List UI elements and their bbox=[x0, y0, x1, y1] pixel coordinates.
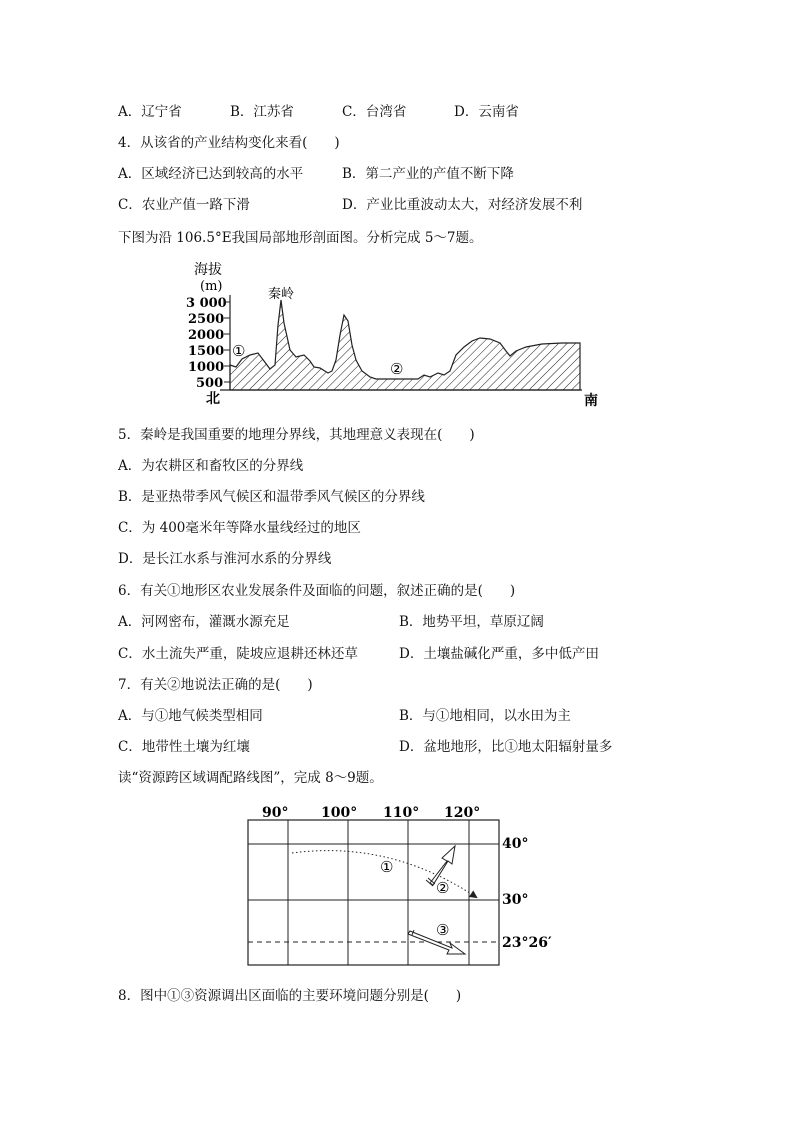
lon-label-90: 90° bbox=[262, 805, 289, 821]
y-tick-3000: 3 000 bbox=[186, 296, 227, 311]
q3-option-a: A．辽宁省 bbox=[118, 104, 182, 120]
q7-stem: 7．有关②地说法正确的是( ) bbox=[118, 677, 313, 693]
q6-option-d: D．土壤盐碱化严重，多中低产田 bbox=[399, 646, 599, 662]
route-3-label: ③ bbox=[436, 921, 450, 939]
lon-label-120: 120° bbox=[444, 805, 481, 821]
q5-option-c: C．为 400毫米年等降水量线经过的地区 bbox=[118, 520, 361, 536]
q4-stem: 4．从该省的产业结构变化来看( ) bbox=[118, 135, 340, 151]
q6-stem: 6．有关①地形区农业发展条件及面临的问题，叙述正确的是( ) bbox=[118, 583, 516, 599]
y-title-unit: (m) bbox=[200, 279, 223, 294]
lon-label-100: 100° bbox=[321, 805, 358, 821]
y-tick-2500: 2500 bbox=[188, 312, 225, 327]
lat-label-23-26: 23°26′ bbox=[502, 935, 552, 951]
qinling-label: 秦岭 bbox=[268, 287, 295, 302]
resource-route-map bbox=[240, 800, 560, 972]
marker-1: ① bbox=[232, 342, 246, 360]
q7-option-c: C．地带性土壤为红壤 bbox=[118, 739, 250, 755]
q5-option-b: B．是亚热带季风气候区和温带季风气候区的分界线 bbox=[118, 489, 425, 505]
q7-option-d: D．盆地地形，比①地太阳辐射量多 bbox=[399, 739, 613, 755]
route-1-label: ① bbox=[380, 858, 394, 876]
map-frame bbox=[248, 820, 499, 965]
north-label: 北 bbox=[206, 391, 220, 407]
grid-lines bbox=[248, 820, 499, 965]
y-tick-1500: 1500 bbox=[188, 344, 225, 359]
y-tick-500: 500 bbox=[196, 376, 224, 391]
y-tick-marks bbox=[224, 302, 230, 382]
intro-8-9: 读“资源跨区域调配路线图”，完成 8～9题。 bbox=[118, 770, 383, 786]
marker-2: ② bbox=[390, 360, 404, 378]
q3-option-b: B．江苏省 bbox=[230, 104, 294, 120]
q4-option-b: B．第二产业的产值不断下降 bbox=[342, 166, 514, 182]
y-tick-1000: 1000 bbox=[188, 360, 225, 375]
q6-option-c: C．水土流失严重，陡坡应退耕还林还草 bbox=[118, 646, 358, 662]
q6-option-a: A．河网密布，灌溉水源充足 bbox=[118, 614, 290, 630]
q7-option-a: A．与①地气候类型相同 bbox=[118, 708, 263, 724]
q8-stem: 8．图中①③资源调出区面临的主要环境问题分别是( ) bbox=[118, 988, 462, 1004]
lat-label-30: 30° bbox=[502, 892, 529, 908]
q4-option-d: D．产业比重波动太大，对经济发展不利 bbox=[342, 197, 583, 213]
route-2-label: ② bbox=[436, 879, 450, 897]
south-label: 南 bbox=[584, 393, 598, 409]
q3-option-c: C．台湾省 bbox=[342, 104, 407, 120]
y-tick-2000: 2000 bbox=[188, 328, 225, 343]
q6-option-b: B．地势平坦，草原辽阔 bbox=[399, 614, 544, 630]
q3-option-d: D．云南省 bbox=[454, 104, 519, 120]
intro-5-7: 下图为沿 106.5°E我国局部地形剖面图。分析完成 5～7题。 bbox=[118, 230, 483, 246]
q7-option-b: B．与①地相同，以水田为主 bbox=[399, 708, 571, 724]
q5-option-a: A．为农耕区和畜牧区的分界线 bbox=[118, 458, 304, 474]
q5-stem: 5．秦岭是我国重要的地理分界线，其地理意义表现在( ) bbox=[118, 427, 475, 443]
terrain-profile-chart bbox=[180, 255, 610, 415]
lat-label-40: 40° bbox=[502, 836, 529, 852]
lon-label-110: 110° bbox=[383, 805, 420, 821]
y-title-elevation: 海拔 bbox=[194, 262, 222, 278]
q4-option-a: A．区域经济已达到较高的水平 bbox=[118, 166, 304, 182]
terrain-profile-area bbox=[230, 300, 580, 390]
q4-option-c: C．农业产值一路下滑 bbox=[118, 197, 250, 213]
q5-option-d: D．是长江水系与淮河水系的分界线 bbox=[118, 551, 332, 567]
